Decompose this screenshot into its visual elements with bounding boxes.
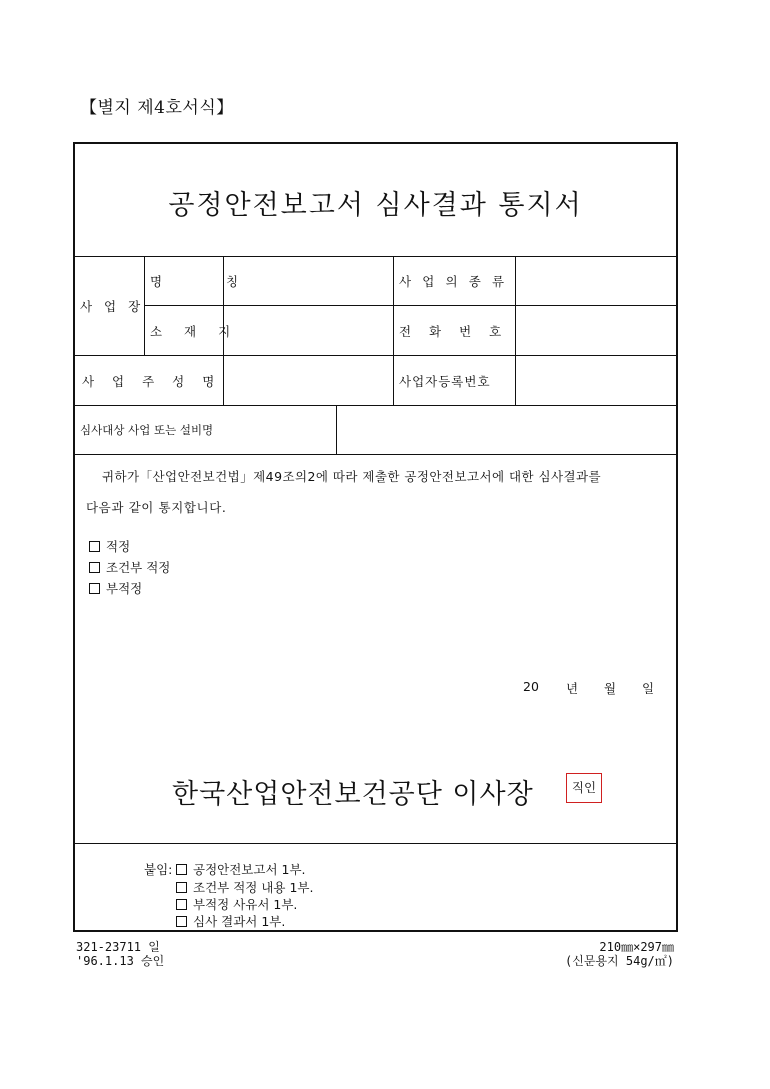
industry-field[interactable] bbox=[516, 257, 676, 304]
attachment-label: 심사 결과서 1부. bbox=[193, 914, 286, 929]
checkbox-icon[interactable] bbox=[176, 916, 187, 927]
divider bbox=[393, 256, 394, 405]
attachment-item bbox=[176, 860, 306, 878]
divider bbox=[74, 454, 677, 455]
name-label-text: 명 칭 bbox=[150, 274, 269, 289]
option-suitable[interactable] bbox=[89, 537, 130, 555]
checkbox-icon[interactable] bbox=[89, 562, 100, 573]
owner-name-label: 사 업 주 성 명 bbox=[82, 374, 222, 389]
biz-reg-field[interactable] bbox=[516, 356, 676, 404]
location-field[interactable] bbox=[224, 306, 392, 354]
form-code: 321-23711 일 bbox=[76, 940, 160, 954]
option-conditional[interactable] bbox=[89, 558, 170, 576]
phone-field[interactable] bbox=[516, 306, 676, 354]
subject-label: 심사대상 사업 또는 설비명 bbox=[80, 423, 214, 437]
notice-text-line1: 귀하가「산업안전보건법」제49조의2에 따라 제출한 공정안전보고서에 대한 심사결과를 bbox=[102, 469, 602, 484]
date-year-prefix: 20 bbox=[523, 679, 539, 694]
option-label: 부적정 bbox=[106, 581, 143, 596]
industry-label: 사 업 의 종 류 bbox=[399, 274, 508, 289]
attachments-label: 붙임: bbox=[144, 862, 173, 877]
name-label bbox=[150, 272, 269, 290]
official-seal-box: 직인 bbox=[566, 773, 602, 803]
attachment-label: 부적정 사유서 1부. bbox=[193, 897, 298, 912]
checkbox-icon[interactable] bbox=[176, 864, 187, 875]
document-title: 공정안전보고서 심사결과 통지서 bbox=[168, 190, 583, 221]
issuer-name: 한국산업안전보건공단 이사장 bbox=[172, 779, 534, 810]
checkbox-icon[interactable] bbox=[176, 899, 187, 910]
attachment-item bbox=[176, 912, 285, 930]
phone-label: 전 화 번 호 bbox=[399, 324, 509, 339]
name-field[interactable] bbox=[224, 257, 392, 304]
attachment-label: 공정안전보고서 1부. bbox=[193, 862, 306, 877]
approval-date: '96.1.13 승인 bbox=[76, 954, 165, 968]
owner-name-field[interactable] bbox=[224, 356, 392, 404]
form-number-label: 【별지 제4호서식】 bbox=[80, 98, 234, 118]
location-label: 소 재 지 bbox=[150, 324, 240, 339]
biz-reg-label: 사업자등록번호 bbox=[399, 374, 491, 389]
paper-size: 210㎜×297㎜ bbox=[599, 940, 674, 954]
attachment-label: 조건부 적정 내용 1부. bbox=[193, 880, 314, 895]
date-day: 일 bbox=[642, 681, 655, 696]
notice-text-line2: 다음과 같이 통지합니다. bbox=[86, 500, 227, 515]
subject-field[interactable] bbox=[337, 406, 676, 453]
checkbox-icon[interactable] bbox=[89, 541, 100, 552]
checkbox-icon[interactable] bbox=[89, 583, 100, 594]
date-year: 년 bbox=[566, 681, 579, 696]
workplace-group-label: 사 업 장 bbox=[80, 299, 145, 314]
attachment-item bbox=[176, 878, 313, 896]
option-label: 적정 bbox=[106, 539, 131, 554]
date-month: 월 bbox=[604, 681, 617, 696]
checkbox-icon[interactable] bbox=[176, 882, 187, 893]
paper-spec: (신문용지 54g/㎡) bbox=[565, 954, 674, 968]
option-unsuitable[interactable] bbox=[89, 579, 142, 597]
divider bbox=[74, 843, 677, 844]
attachment-item bbox=[176, 895, 297, 913]
option-label: 조건부 적정 bbox=[106, 560, 171, 575]
